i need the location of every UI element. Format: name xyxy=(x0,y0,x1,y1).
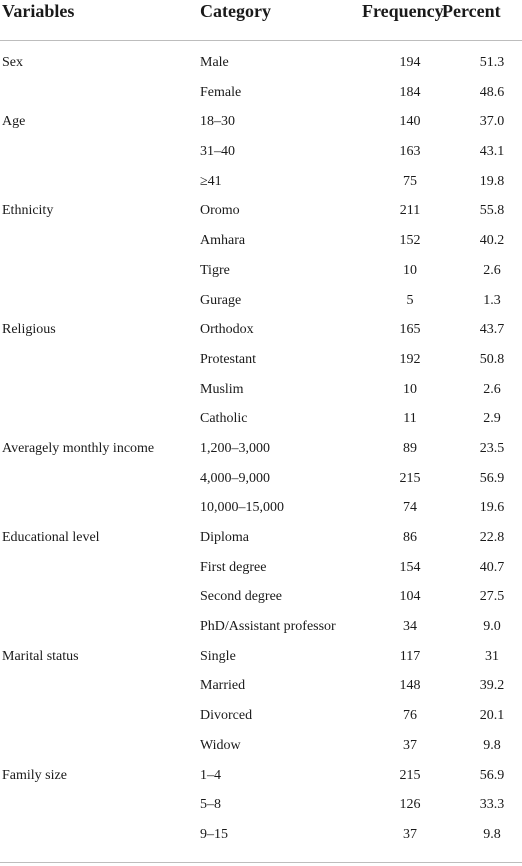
cell-frequency: 104 xyxy=(399,589,421,605)
cell-frequency: 10 xyxy=(403,381,417,397)
cell-category: Catholic xyxy=(200,411,248,427)
cell-percent: 40.7 xyxy=(479,559,505,575)
cell-frequency: 126 xyxy=(399,797,421,813)
cell-category: Widow xyxy=(200,737,241,753)
cell-frequency: 211 xyxy=(399,203,421,219)
cell-category: Oromo xyxy=(200,203,240,219)
cell-frequency: 154 xyxy=(399,559,421,575)
cell-percent: 1.3 xyxy=(483,292,501,308)
table-row xyxy=(0,703,522,733)
cell-category: 4,000–9,000 xyxy=(200,470,270,486)
table-row xyxy=(0,525,522,555)
table-body xyxy=(0,41,522,852)
cell-percent: 9.8 xyxy=(483,737,501,753)
cell-variable: Ethnicity xyxy=(2,203,54,219)
cell-percent: 43.1 xyxy=(479,144,505,160)
cell-frequency: 11 xyxy=(403,411,417,427)
cell-frequency: 165 xyxy=(399,322,421,338)
table-row xyxy=(0,288,522,318)
cell-category: 5–8 xyxy=(200,797,221,813)
cell-category: Married xyxy=(200,678,246,694)
cell-frequency: 215 xyxy=(399,470,421,486)
cell-percent: 33.3 xyxy=(479,797,505,813)
cell-percent: 51.3 xyxy=(479,55,505,70)
cell-frequency: 192 xyxy=(399,351,421,367)
cell-frequency: 184 xyxy=(399,84,421,100)
table-row xyxy=(0,406,522,436)
cell-percent: 50.8 xyxy=(479,351,505,367)
cell-category: 1–4 xyxy=(200,767,221,783)
cell-category: 31–40 xyxy=(200,144,235,160)
cell-frequency: 86 xyxy=(403,530,417,545)
table-row xyxy=(0,644,522,674)
cell-category: Diploma xyxy=(200,530,249,545)
table-row xyxy=(0,347,522,377)
cell-category: Divorced xyxy=(200,708,253,724)
table-row xyxy=(0,733,522,763)
cell-percent: 20.1 xyxy=(479,708,505,724)
cell-percent: 48.6 xyxy=(479,84,505,100)
cell-percent: 31 xyxy=(485,648,499,664)
header-frequency: Frequency xyxy=(362,1,444,21)
table-row xyxy=(0,169,522,199)
cell-percent: 19.6 xyxy=(479,500,505,516)
table-row xyxy=(0,228,522,258)
table-row xyxy=(0,763,522,793)
cell-category: Tigre xyxy=(200,262,230,278)
cell-percent: 27.5 xyxy=(479,589,505,605)
cell-percent: 39.2 xyxy=(479,678,505,694)
cell-percent: 9.8 xyxy=(483,826,501,842)
cell-percent: 2.6 xyxy=(483,262,501,278)
table-row xyxy=(0,109,522,139)
cell-frequency: 89 xyxy=(403,440,417,456)
cell-frequency: 194 xyxy=(399,55,421,70)
cell-frequency: 152 xyxy=(399,233,421,249)
table-header xyxy=(0,0,522,41)
cell-percent: 37.0 xyxy=(479,114,505,130)
cell-variable: Religious xyxy=(2,322,56,338)
header-percent: Percent xyxy=(442,1,501,21)
table-row xyxy=(0,436,522,466)
cell-variable: Sex xyxy=(2,55,23,70)
table-row xyxy=(0,673,522,703)
cell-category: Protestant xyxy=(200,351,256,367)
cell-category: Second degree xyxy=(200,589,283,605)
cell-category: Female xyxy=(200,84,242,100)
table-row xyxy=(0,139,522,169)
cell-frequency: 10 xyxy=(403,262,417,278)
cell-variable: Educational level xyxy=(2,530,100,545)
cell-percent: 55.8 xyxy=(479,203,505,219)
table-row xyxy=(0,198,522,228)
header-variables: Variables xyxy=(2,1,75,21)
table-bottom-rule xyxy=(0,862,522,863)
table-row xyxy=(0,466,522,496)
cell-category: PhD/Assistant professor xyxy=(200,619,336,635)
cell-percent: 40.2 xyxy=(479,233,505,249)
cell-category: First degree xyxy=(200,559,267,575)
cell-category: Male xyxy=(200,55,229,70)
cell-category: Single xyxy=(200,648,236,664)
cell-variable: Family size xyxy=(2,767,67,783)
cell-percent: 43.7 xyxy=(479,322,505,338)
table-row xyxy=(0,614,522,644)
cell-frequency: 117 xyxy=(399,648,421,664)
cell-percent: 23.5 xyxy=(479,440,505,456)
cell-variable: Marital status xyxy=(2,648,79,664)
cell-frequency: 75 xyxy=(403,173,417,189)
cell-percent: 2.6 xyxy=(483,381,501,397)
cell-category: ≥41 xyxy=(200,173,222,189)
cell-category: Muslim xyxy=(200,381,244,397)
table-row xyxy=(0,495,522,525)
table-row xyxy=(0,258,522,288)
cell-percent: 22.8 xyxy=(479,530,505,545)
cell-percent: 19.8 xyxy=(479,173,505,189)
cell-frequency: 140 xyxy=(399,114,421,130)
cell-frequency: 148 xyxy=(399,678,421,694)
cell-frequency: 34 xyxy=(403,619,417,635)
cell-percent: 9.0 xyxy=(483,619,501,635)
cell-frequency: 37 xyxy=(403,826,417,842)
cell-frequency: 163 xyxy=(399,144,421,160)
table-row xyxy=(0,50,522,80)
cell-category: 9–15 xyxy=(200,826,228,842)
cell-category: 10,000–15,000 xyxy=(200,500,284,516)
cell-frequency: 5 xyxy=(406,292,414,308)
cell-category: 18–30 xyxy=(200,114,235,130)
cell-variable: Averagely monthly income xyxy=(2,440,155,456)
cell-category: Orthodox xyxy=(200,322,254,338)
cell-variable: Age xyxy=(2,114,26,130)
cell-category: Gurage xyxy=(200,292,242,308)
cell-frequency: 74 xyxy=(403,500,417,516)
table-row xyxy=(0,555,522,585)
cell-category: Amhara xyxy=(200,233,246,249)
table-row xyxy=(0,822,522,852)
table-row xyxy=(0,317,522,347)
cell-percent: 56.9 xyxy=(479,767,505,783)
cell-frequency: 37 xyxy=(403,737,417,753)
table-row xyxy=(0,377,522,407)
cell-frequency: 215 xyxy=(399,767,421,783)
table-row xyxy=(0,584,522,614)
cell-percent: 56.9 xyxy=(479,470,505,486)
cell-percent: 2.9 xyxy=(483,411,501,427)
cell-category: 1,200–3,000 xyxy=(200,440,270,456)
header-category: Category xyxy=(200,1,271,21)
table-row xyxy=(0,80,522,110)
cell-frequency: 76 xyxy=(403,708,417,724)
table-row xyxy=(0,792,522,822)
